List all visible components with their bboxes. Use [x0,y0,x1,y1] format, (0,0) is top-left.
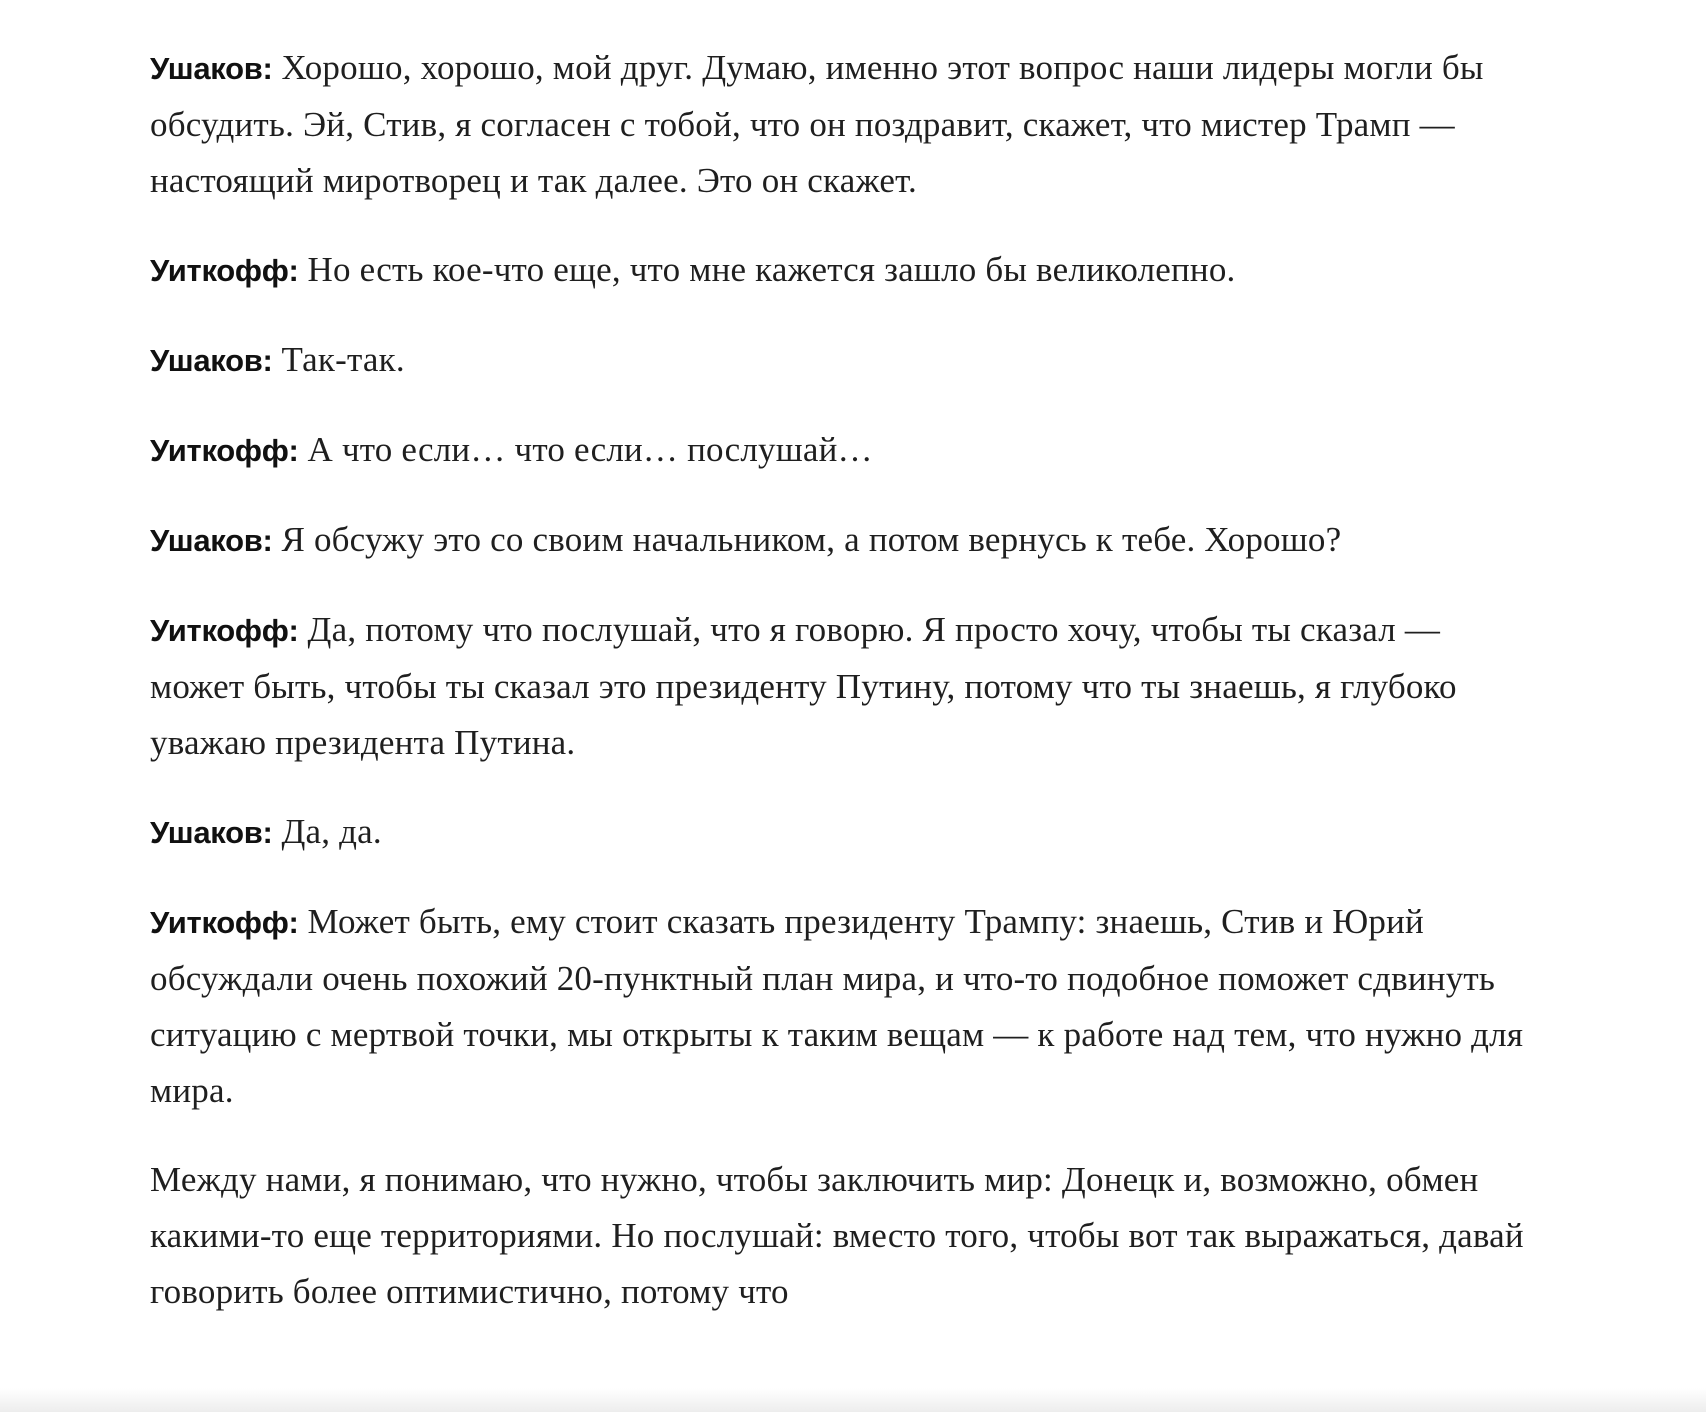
paragraph-text: Так-так. [272,340,405,379]
transcript-paragraph [150,804,1530,861]
bottom-fade [0,1388,1706,1412]
speaker-label: Ушаков: [150,815,273,850]
article-body [150,40,1530,1353]
paragraph-text: Хорошо, хорошо, мой друг. Думаю, именно этот вопрос наши лидеры могли бы обсудить. Эй, Стив, я согласен с тобой, что он поздравит, скажет, что мистер Трамп — настоящий миротворец и так далее. Это он скажет. [150,48,1484,200]
paragraph-text: Да, потому что послушай, что я говорю. Я просто хочу, чтобы ты сказал — может быть, чтобы ты сказал это президенту Путину, потому что ты знаешь, я глубоко уважаю президента Путина. [150,610,1457,762]
paragraph-text: Да, да. [272,812,382,851]
speaker-label: Уиткофф: [150,613,299,648]
paragraph-text: Между нами, я понимаю, что нужно, чтобы заключить мир: Донецк и, возможно, обмен какими-то еще территориями. Но послушай: вместо того, чтобы вот так выражаться, давай говорить более оптимистично, потому что [150,1160,1524,1311]
transcript-paragraph [150,894,1530,1119]
paragraph-text: Может быть, ему стоит сказать президенту Трампу: знаешь, Стив и Юрий обсуждали очень похожий 20-пунктный план мира, и что-то подобное поможет сдвинуть ситуацию с мертвой точки, мы открыты к таким вещам — к работе над тем, что нужно для мира. [150,902,1524,1110]
speaker-label: Уиткофф: [150,905,299,940]
speaker-label: Уиткофф: [150,433,299,468]
transcript-paragraph [150,422,1530,479]
transcript-paragraph [150,332,1530,389]
transcript-paragraph [150,512,1530,569]
transcript-paragraph [150,1152,1530,1320]
transcript-paragraph [150,242,1530,299]
paragraph-text: А что если… что если… послушай… [298,430,873,469]
speaker-label: Ушаков: [150,343,273,378]
transcript-paragraph [150,40,1530,209]
speaker-label: Ушаков: [150,523,273,558]
speaker-label: Ушаков: [150,51,273,86]
paragraph-text: Но есть кое-что еще, что мне кажется зашло бы великолепно. [298,250,1236,289]
paragraph-text: Я обсужу это со своим начальником, а потом вернусь к тебе. Хорошо? [272,520,1342,559]
speaker-label: Уиткофф: [150,253,299,288]
transcript-paragraph [150,602,1530,771]
